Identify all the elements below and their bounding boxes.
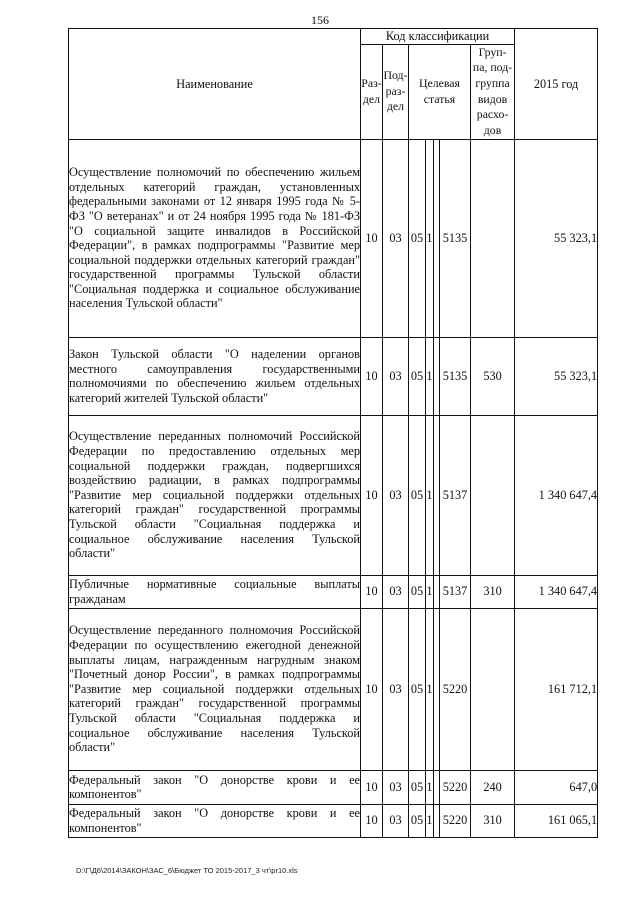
row-cs1: 05 — [409, 804, 426, 837]
row-cs4: 5137 — [440, 575, 471, 608]
row-name: Федеральный закон "О донорстве крови и ее компонентов" — [69, 804, 361, 837]
row-amount: 161 065,1 — [515, 804, 598, 837]
row-cs4: 5135 — [440, 337, 471, 415]
row-amount: 1 340 647,4 — [515, 575, 598, 608]
row-razdel: 10 — [361, 575, 383, 608]
footer-file-path: D:\Г\Д6\2014\ЗАКОН\ЗАС_6\Бюджет ТО 2015-2017_3 чт\pr10.xls — [76, 866, 298, 875]
row-cs4: 5220 — [440, 608, 471, 770]
row-podrazdel: 03 — [383, 608, 409, 770]
row-name: Осуществление полномочий по обеспечению жильем отдельных категорий граждан, установленных федеральными законами от 12 января 1995 года № 5-ФЗ "О ветеранах" и от 24 ноября 1995 года № 181-ФЗ "О социальной защите инвалидов в Российской Федерации", в рамках подпрограммы "Развитие мер социальной поддержки отдельных категорий граждан" государственной программы Тульской области "Социальная поддержка и социальное обслуживание населения Тульской области" — [69, 139, 361, 337]
row-cs2: 1 — [426, 337, 434, 415]
page-number: 156 — [311, 13, 329, 27]
row-cs4: 5137 — [440, 415, 471, 575]
row-cs4: 5220 — [440, 804, 471, 837]
row-vid — [471, 415, 515, 575]
row-cs1: 05 — [409, 337, 426, 415]
row-name: Публичные нормативные социальные выплаты гражданам — [69, 575, 361, 608]
row-podrazdel: 03 — [383, 804, 409, 837]
row-cs1: 05 — [409, 415, 426, 575]
row-vid: 530 — [471, 337, 515, 415]
row-cs4: 5220 — [440, 770, 471, 804]
row-amount: 1 340 647,4 — [515, 415, 598, 575]
header-razdel: Раз- дел — [361, 44, 383, 139]
row-name: Осуществление переданного полномочия Российской Федерации по осуществлению ежегодной денежной выплаты лицам, награжденным нагрудным знаком "Почетный донор России", в рамках подпрограммы "Развитие мер социальной поддержки отдельных категорий граждан" государственной программы Тульской области "Социальная поддержка и социальное обслуживание населения Тульской области" — [69, 608, 361, 770]
table-row — [69, 770, 598, 804]
row-amount: 55 323,1 — [515, 139, 598, 337]
row-razdel: 10 — [361, 770, 383, 804]
header-row-top — [69, 29, 598, 45]
row-vid — [471, 608, 515, 770]
row-vid: 310 — [471, 804, 515, 837]
table-row — [69, 575, 598, 608]
row-name: Осуществление переданных полномочий Российской Федерации по предоставлению отдельных мер социальной поддержки граждан, подвергшихся воздействию радиации, в рамках подпрограммы "Развитие мер социальной поддержки отдельных категорий граждан" государственной программы Тульской области "Социальная поддержка и социальное обслуживание населения Тульской области" — [69, 415, 361, 575]
header-classification: Код классификации — [361, 29, 515, 45]
row-cs2: 1 — [426, 804, 434, 837]
table-row — [69, 139, 598, 337]
row-podrazdel: 03 — [383, 337, 409, 415]
row-cs2: 1 — [426, 608, 434, 770]
row-name: Федеральный закон "О донорстве крови и ее компонентов" — [69, 770, 361, 804]
row-amount: 647,0 — [515, 770, 598, 804]
row-vid: 310 — [471, 575, 515, 608]
row-cs2: 1 — [426, 415, 434, 575]
row-cs2: 1 — [426, 575, 434, 608]
row-cs1: 05 — [409, 770, 426, 804]
header-podrazdel: Под- раз- дел — [383, 44, 409, 139]
table-row — [69, 804, 598, 837]
row-cs1: 05 — [409, 608, 426, 770]
row-razdel: 10 — [361, 337, 383, 415]
header-vid: Груп- па, под- группа видов расхо- дов — [471, 44, 515, 139]
row-razdel: 10 — [361, 804, 383, 837]
row-amount: 161 712,1 — [515, 608, 598, 770]
header-target: Целевая статья — [409, 44, 471, 139]
row-podrazdel: 03 — [383, 139, 409, 337]
header-name: Наименование — [69, 29, 361, 140]
budget-table — [68, 28, 598, 838]
row-razdel: 10 — [361, 139, 383, 337]
table-row — [69, 415, 598, 575]
row-podrazdel: 03 — [383, 770, 409, 804]
row-podrazdel: 03 — [383, 415, 409, 575]
row-name: Закон Тульской области "О наделении органов местного самоуправления государственными полномочиями по обеспечению жильем отдельных категорий жителей Тульской области" — [69, 337, 361, 415]
row-cs2: 1 — [426, 770, 434, 804]
table-row — [69, 608, 598, 770]
row-podrazdel: 03 — [383, 575, 409, 608]
header-year: 2015 год — [515, 29, 598, 140]
row-razdel: 10 — [361, 415, 383, 575]
row-vid: 240 — [471, 770, 515, 804]
row-cs4: 5135 — [440, 139, 471, 337]
row-razdel: 10 — [361, 608, 383, 770]
row-vid — [471, 139, 515, 337]
row-cs1: 05 — [409, 575, 426, 608]
row-amount: 55 323,1 — [515, 337, 598, 415]
row-cs2: 1 — [426, 139, 434, 337]
table-row — [69, 337, 598, 415]
row-cs1: 05 — [409, 139, 426, 337]
